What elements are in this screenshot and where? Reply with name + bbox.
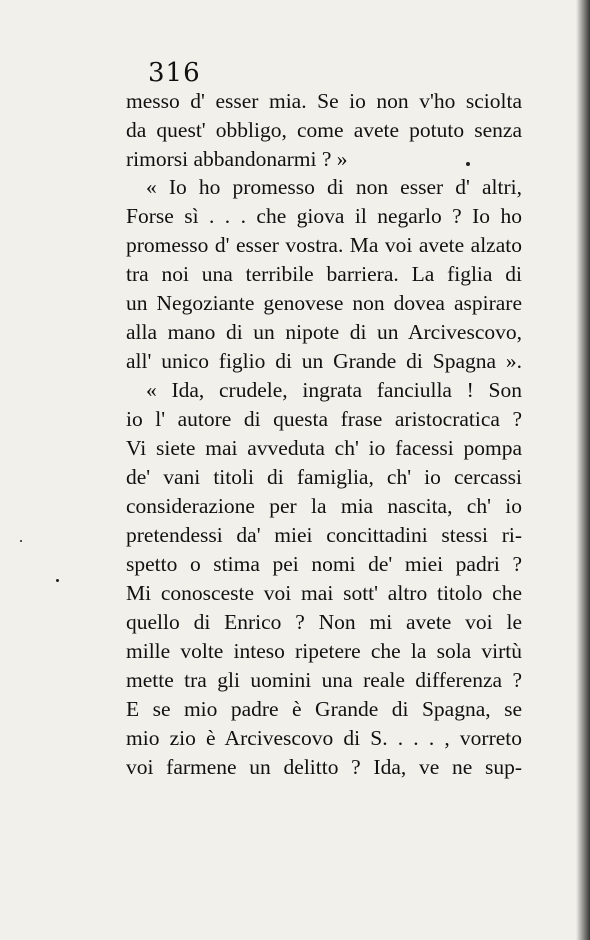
text-line: Forse sì . . . che giova il negarlo ? Io ho [126, 204, 522, 228]
text-line: mette tra gli uomini una reale differenza ? [126, 668, 522, 692]
text-line: spetto o stima pei nomi de' miei padri ? [126, 552, 522, 576]
text-line: un Negoziante genovese non dovea aspirare [126, 291, 522, 315]
text-line: mio zio è Arcivescovo di S. . . . , vorreto [126, 726, 522, 750]
text-line: messo d' esser mia. Se io non v'ho sciolta [126, 89, 522, 113]
text-line: considerazione per la mia nascita, ch' io [126, 494, 522, 518]
text-line: promesso d' esser vostra. Ma voi avete alzato [126, 233, 522, 257]
text-line: rimorsi abbandonarmi ? » [126, 147, 348, 171]
text-line: quello di Enrico ? Non mi avete voi le [126, 610, 522, 634]
text-line: io l' autore di questa frase aristocratica ? [126, 407, 522, 431]
ink-speck [20, 540, 22, 542]
text-line: « Io ho promesso di non esser d' altri, [146, 175, 522, 199]
text-line: alla mano di un nipote di un Arcivescovo, [126, 320, 522, 344]
page-edge-shadow [576, 0, 590, 940]
text-line: all' unico figlio di un Grande di Spagna ». [126, 349, 522, 373]
text-line: pretendessi da' miei concittadini stessi ri- [126, 523, 522, 547]
text-line: « Ida, crudele, ingrata fanciulla ! Son [146, 378, 522, 402]
ink-speck [466, 162, 470, 166]
text-line: da quest' obbligo, come avete potuto senza [126, 118, 522, 142]
text-line: E se mio padre è Grande di Spagna, se [126, 697, 522, 721]
text-line: mille volte inteso ripetere che la sola virtù [126, 639, 522, 663]
text-line: voi farmene un delitto ? Ida, ve ne sup- [126, 755, 522, 779]
text-line: Vi siete mai avveduta ch' io facessi pompa [126, 436, 522, 460]
text-line: de' vani titoli di famiglia, ch' io cercassi [126, 465, 522, 489]
text-line: tra noi una terribile barriera. La figlia di [126, 262, 522, 286]
text-line: Mi conosceste voi mai sott' altro titolo che [126, 581, 522, 605]
ink-speck [56, 579, 59, 582]
page-number: 316 [148, 58, 201, 88]
